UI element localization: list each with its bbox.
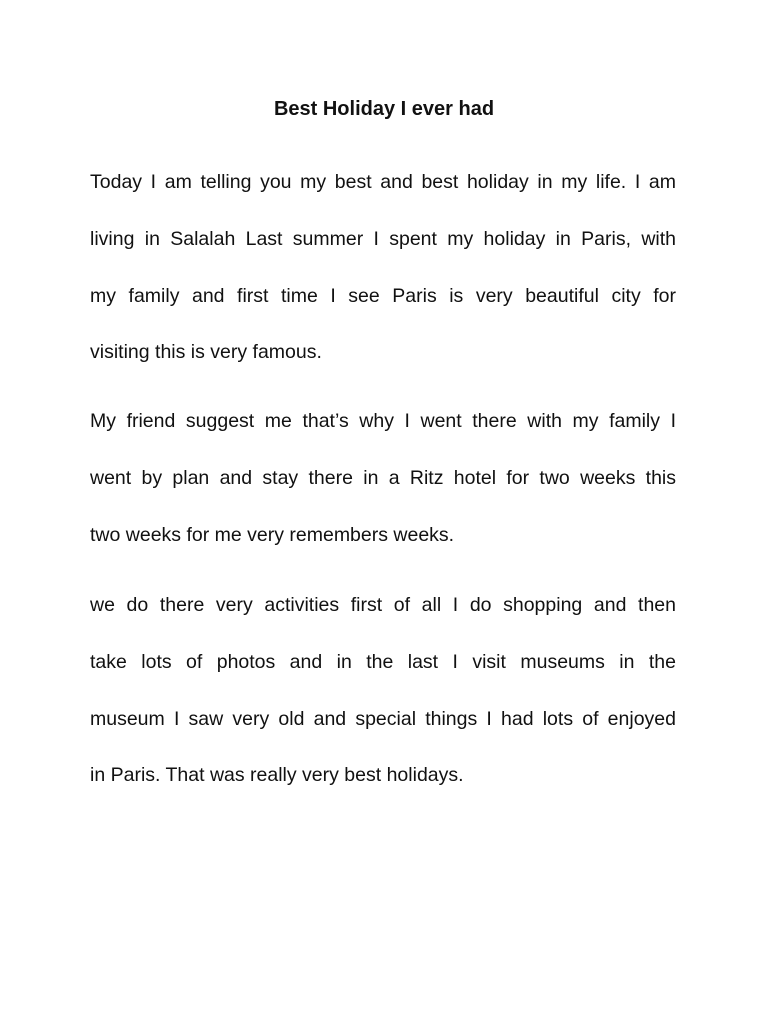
paragraph-3-line-1: we do there very activities first of all I do shopping and then	[90, 594, 676, 616]
paragraph-3-line-3: museum I saw very old and special things I had lots of enjoyed	[90, 708, 676, 730]
document-title: Best Holiday I ever had	[273, 98, 495, 120]
paragraph-1-line-2: living in Salalah Last summer I spent my holiday in Paris, with	[90, 228, 676, 250]
paragraph-1-line-3: my family and first time I see Paris is very beautiful city for	[90, 285, 676, 307]
paragraph-1-line-1: Today I am telling you my best and best holiday in my life. I am	[90, 171, 676, 193]
paragraph-3-line-2: take lots of photos and in the last I visit museums in the	[90, 651, 676, 673]
paragraph-2-line-3: two weeks for me very remembers weeks.	[90, 524, 455, 546]
paragraph-2-line-2: went by plan and stay there in a Ritz hotel for two weeks this	[90, 467, 676, 489]
paragraph-2-line-1: My friend suggest me that’s why I went there with my family I	[90, 410, 676, 432]
paragraph-1-line-4: visiting this is very famous.	[90, 341, 322, 363]
paragraph-3-line-4: in Paris. That was really very best holidays.	[90, 764, 464, 786]
